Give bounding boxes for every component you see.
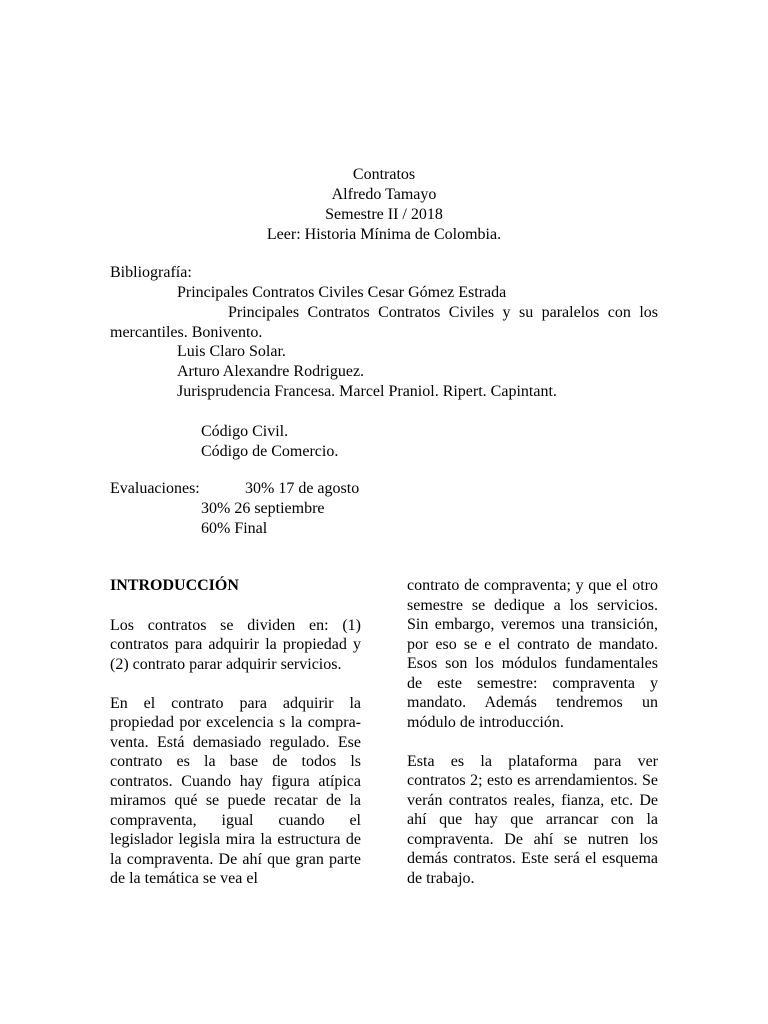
evaluations-section xyxy=(110,479,359,539)
bibliography-item: Jurisprudencia Francesa. Marcel Praniol. Ripert. Capintant. xyxy=(177,383,557,400)
paragraph: Los contratos se dividen en: (1) contratos para adquirir la propiedad y (2) contrato parar adquirir servicios. xyxy=(110,616,361,673)
bibliography-item: Luis Claro Solar. xyxy=(177,343,286,360)
paragraph: contrato de compraventa; y que el otro semestre se dedique a los servicios. Sin embargo, veremos una transición, por eso se e el contrato de mandato. Esos son los módulos fundamentales de este semestre: compraventa y mandato. Además tendremos un módulo de introducción. xyxy=(407,577,658,731)
semester: Semestre II / 2018 xyxy=(325,206,443,223)
left-column xyxy=(110,576,361,889)
course-title: Contratos xyxy=(352,166,416,183)
bibliography-section xyxy=(110,263,658,462)
code-reference: Código Civil. xyxy=(201,423,289,440)
paragraph: Esta es la plataforma para ver contratos 2; esto es arrendamientos. Se verán contratos reales, fianza, etc. De ahí que hay que arrancar con la compraventa. De ahí se nutren los demás contratos. Este será el esquema de trabajo. xyxy=(407,752,658,887)
reading-note: Leer: Historia Mínima de Colombia. xyxy=(266,226,502,243)
evaluation-item: 30% 17 de agosto xyxy=(245,480,360,497)
evaluations-label: Evaluaciones: xyxy=(110,480,200,497)
code-reference: Código de Comercio. xyxy=(201,443,339,460)
right-column xyxy=(407,576,658,888)
document-header xyxy=(0,165,768,245)
bibliography-label: Bibliografía: xyxy=(110,264,192,281)
evaluation-item: 30% 26 septiembre xyxy=(201,500,325,517)
paragraph: En el contrato para adquirir la propiedad por excelencia s la compra-venta. Está demasiado regulado. Ese contrato es la base de todos ls contratos. Cuando hay figura atípica miramos qué se puede recatar de la compraventa, igual cuando el legislador legisla mira la estructura de la compraventa. De ahí que gran parte de la temática se vea el xyxy=(110,694,361,887)
evaluation-item: 60% Final xyxy=(201,520,268,537)
bibliography-item: Principales Contratos Contratos Civiles y su paralelos con los mercantiles. Bonivento. xyxy=(110,304,658,341)
professor-name: Alfredo Tamayo xyxy=(331,186,437,203)
bibliography-item: Principales Contratos Civiles Cesar Gómez Estrada xyxy=(177,284,507,301)
section-title: INTRODUCCIÓN xyxy=(110,577,239,594)
bibliography-item: Arturo Alexandre Rodriguez. xyxy=(177,363,365,380)
